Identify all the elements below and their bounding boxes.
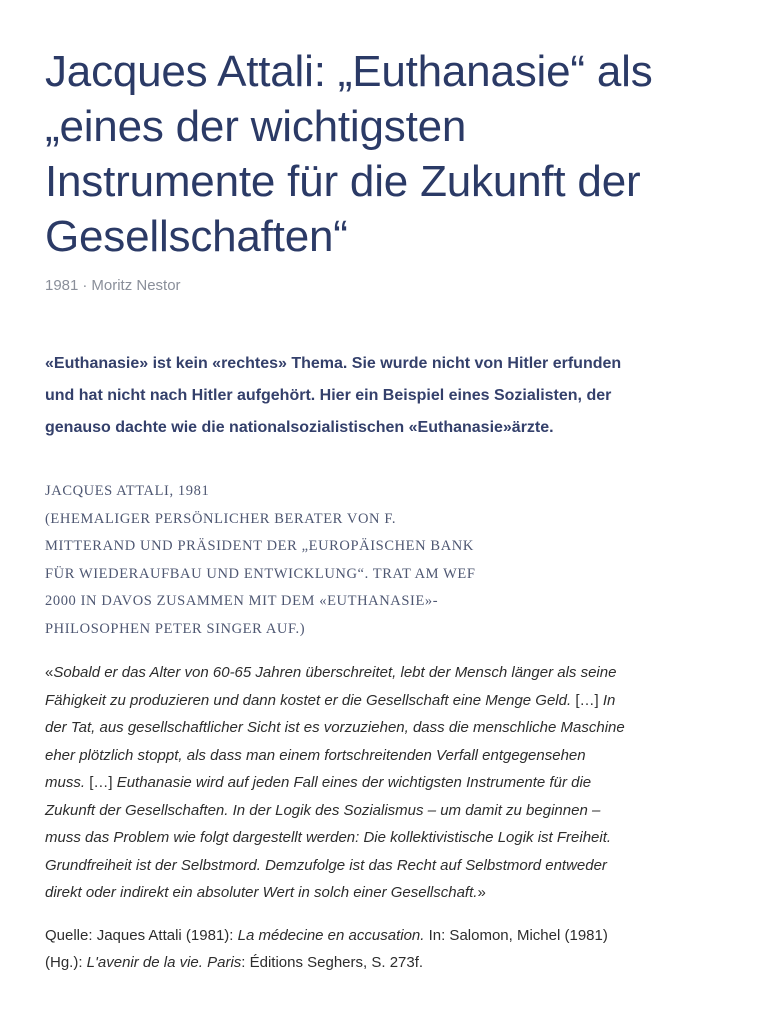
article-lead: «Euthanasie» ist kein «rechtes» Thema. Sie wurde nicht von Hitler erfunden und hat nicht nach Hitler aufgehört. Hier ein Beispiel eines Sozialisten, der genauso dachte wie die nationalsozialistischen «Euthanasie»ärzte. xyxy=(45,355,622,436)
quote-ellipsis-1: […] xyxy=(575,691,599,709)
article-year: 1981 xyxy=(45,277,79,294)
source-publisher: : Éditions Seghers, S. 273f. xyxy=(241,954,424,971)
source-citation xyxy=(45,922,735,977)
quote-close-mark: » xyxy=(477,884,486,901)
source-editor-mark: (Hg.): xyxy=(45,954,87,971)
article-title: Jacques Attali: „Euthanasie“ als „eines der wichtigsten Instrumente für die Zukunft der Gesellschaften“ xyxy=(45,47,653,261)
source-book-title: La médecine en accusation. xyxy=(237,926,425,944)
source-mid: In: Salomon, Michel (1981) xyxy=(424,926,608,944)
article-meta xyxy=(45,276,735,296)
source-collection-title: L'avenir de la vie. Paris xyxy=(86,954,242,971)
article-author[interactable]: Moritz Nestor xyxy=(91,277,181,294)
quote-text-part-1: Sobald er das Alter von 60-65 Jahren überschreitet, lebt der Mensch länger als seine Fähigkeit zu produzieren und dann kostet er die Gesellschaft eine Menge Geld. xyxy=(45,664,617,709)
meta-separator: · xyxy=(82,277,88,294)
quote-ellipsis-2: […] xyxy=(89,774,113,791)
quote-text-part-2: In der Tat, aus gesellschaftlicher Sicht ist es vorzuziehen, dass die menschliche Maschine eher plötzlich stoppt, als dass man einem fortschreitenden Verfall entgegensehen muss. xyxy=(45,691,625,791)
quote-open-mark: « xyxy=(45,664,54,681)
quote-text-part-3: Euthanasie wird auf jeden Fall eines der wichtigsten Instrumente für die Zukunft der Gesellschaften. In der Logik des Sozialismus – um damit zu beginnen – muss das Problem wie folgt dargestellt werden: Die kollektivistische Logik ist Freiheit. Grundfreiheit ist der Selbstmord. Demzufolge ist das Recht auf Selbstmord entweder direkt oder indirekt ein absoluter Wert in solch einer Gesellschaft. xyxy=(45,774,612,901)
blockquote xyxy=(45,659,735,907)
quote-attribution-caption: JACQUES ATTALI, 1981 (EHEMALIGER PERSÖNLICHER BERATER VON F. MITTERAND UND PRÄSIDENT DER „EUROPÄISCHEN BANK FÜR WIEDERAUFBAU UND ENTWICKLUNG“. TRAT AM WEF 2000 IN DAVOS ZUSAMMEN MIT DEM «EUTHANASIE»- PHILOSOPHEN PETER SINGER AUF.) xyxy=(45,483,476,637)
source-prefix: Quelle: Jaques Attali (1981): xyxy=(45,926,238,944)
article xyxy=(45,0,735,992)
